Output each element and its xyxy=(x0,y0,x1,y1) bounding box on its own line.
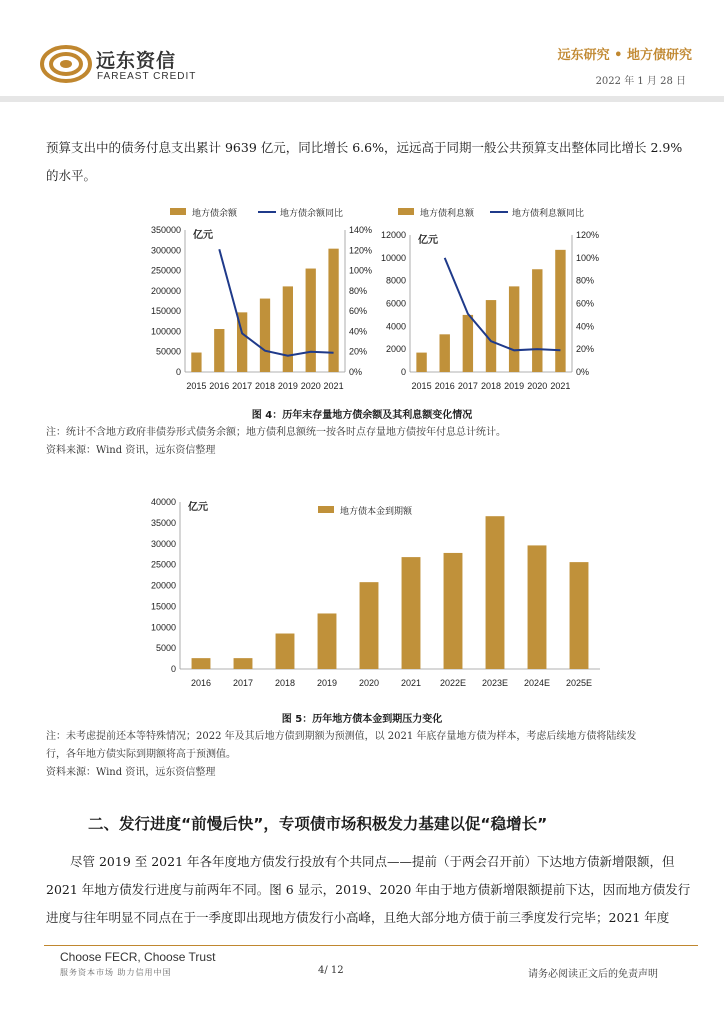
legend-label: 地方债利息额同比 xyxy=(512,208,585,218)
fig5-chart xyxy=(140,490,610,700)
x-tick-label: 2016 xyxy=(209,381,230,391)
y-tick-label-right: 60% xyxy=(349,306,368,317)
x-tick-label: 2018 xyxy=(480,381,502,391)
x-tick-label: 2019 xyxy=(277,381,298,391)
bar-2016 xyxy=(214,329,224,372)
x-tick-label: 2021 xyxy=(550,381,571,391)
y-tick-label-left: 40000 xyxy=(150,497,176,507)
x-tick-label: 2024E xyxy=(523,678,551,688)
y-tick-label-left: 2000 xyxy=(385,344,406,355)
y-tick-label-right: 80% xyxy=(576,275,595,286)
y-tick-label-left: 20000 xyxy=(150,580,176,591)
page-number: 4/ 12 xyxy=(318,965,344,976)
y-tick-label-left: 250000 xyxy=(150,265,181,276)
x-tick-label: 2025E xyxy=(565,678,593,688)
bar-2021 xyxy=(555,250,565,372)
x-tick-label: 2022E xyxy=(439,678,467,688)
y-tick-label-right: 140% xyxy=(349,225,373,235)
fig5-source-text: 资料来源：Wind 资讯，远东资信整理 xyxy=(46,767,216,778)
bar-2022E xyxy=(444,553,463,669)
x-tick-label: 2018 xyxy=(274,678,296,688)
legend-swatch-bar xyxy=(318,506,334,513)
x-tick-label: 2019 xyxy=(316,678,338,688)
x-tick-label: 2015 xyxy=(186,381,207,391)
section-2-paragraph xyxy=(46,848,691,932)
y-tick-label-left: 100000 xyxy=(150,326,181,337)
y-tick-label-left: 50000 xyxy=(155,346,181,357)
fig4-left-chart xyxy=(140,200,380,400)
y-tick-label-left: 12000 xyxy=(380,230,406,240)
y-tick-label-right: 0% xyxy=(349,367,363,377)
report-section-label: 远东研究 • 地方债研究 xyxy=(557,48,692,63)
report-date: 2022 年 1 月 28 日 xyxy=(595,76,686,87)
y-tick-label-right: 100% xyxy=(576,252,600,263)
fareast-logo-icon xyxy=(40,44,92,84)
section-2-title: 二、发行进度“前慢后快”，专项债市场积极发力基建以促“稳增长” xyxy=(88,815,548,833)
x-tick-label: 2021 xyxy=(400,678,422,688)
y-tick-label-right: 100% xyxy=(349,265,373,276)
bar-2017 xyxy=(234,658,253,669)
y-tick-label-right: 120% xyxy=(349,245,373,256)
x-tick-label: 2023E xyxy=(481,678,509,688)
legend-swatch-bar xyxy=(170,208,186,215)
bar-2016 xyxy=(192,658,211,669)
bar-2017 xyxy=(463,315,473,372)
section-2-line-1: 尽管 2019 至 2021 年各年度地方债发行投放有个共同点——提前（于两会召开前）下达地方债新增限额，但 xyxy=(70,854,675,869)
bar-2019 xyxy=(318,613,337,669)
section-2-line-2: 2021 年地方债发行进度与前两年不同。图 6 显示，2019、2020 年由于地方债新增限额提前下达，因而地方债发行 xyxy=(46,882,691,897)
bar-2025E xyxy=(570,562,589,669)
bar-2019 xyxy=(509,286,519,372)
fig4-note-text: 注：统计不含地方政府非债券形式债务余额；地方债利息额统一按各时点存量地方债按年付息总计统计。 xyxy=(46,427,506,438)
fig4-right-chart xyxy=(372,200,612,400)
y-tick-label-left: 10000 xyxy=(380,252,406,263)
y-tick-label-left: 200000 xyxy=(150,285,181,296)
x-tick-label: 2017 xyxy=(232,381,253,391)
y-tick-label-left: 8000 xyxy=(385,275,406,286)
fig5-caption: 图 5：历年地方债本金到期压力变化 xyxy=(281,714,443,725)
bar-2019 xyxy=(283,286,293,372)
y-tick-label-right: 60% xyxy=(576,298,595,309)
x-tick-label: 2016 xyxy=(190,678,212,688)
y-tick-label-left: 300000 xyxy=(150,245,181,256)
y-tick-label-left: 30000 xyxy=(150,538,176,549)
x-tick-label: 2015 xyxy=(411,381,432,391)
y-tick-label-left: 150000 xyxy=(150,306,181,317)
bar-2021 xyxy=(402,557,421,669)
y-tick-label-right: 40% xyxy=(349,326,368,337)
legend-swatch-bar xyxy=(398,208,414,215)
bar-2015 xyxy=(191,353,201,372)
legend-label: 地方债余额 xyxy=(192,208,238,218)
x-tick-label: 2020 xyxy=(358,678,380,688)
footer-slogan: Choose FECR, Choose Trust xyxy=(60,950,216,964)
fig5-note xyxy=(46,728,686,782)
intro-line-2: 的水平。 xyxy=(46,168,97,183)
x-tick-label: 2021 xyxy=(323,381,344,391)
x-tick-label: 2020 xyxy=(300,381,321,391)
x-tick-label: 2018 xyxy=(254,381,276,391)
y-tick-label-right: 40% xyxy=(576,321,595,332)
series-line xyxy=(219,249,333,356)
page-header xyxy=(0,0,724,96)
logo-name-en: FAREAST CREDIT xyxy=(97,71,197,82)
y-tick-label-right: 20% xyxy=(576,344,595,355)
y-tick-label-left: 35000 xyxy=(150,517,176,528)
legend-label: 地方债本金到期额 xyxy=(340,506,413,516)
header-divider xyxy=(0,96,724,102)
unit-label: 亿元 xyxy=(193,230,213,241)
y-tick-label-right: 120% xyxy=(576,230,600,240)
legend-label: 地方债余额同比 xyxy=(280,208,344,218)
fig5-note-line-1: 注：未考虑提前还本等特殊情况；2022 年及其后地方债到期额为预测值，以 2021 年底存量地方债为样本，考虑后续地方债将陆续发 xyxy=(46,731,637,742)
y-tick-label-left: 350000 xyxy=(150,225,181,235)
bar-2020 xyxy=(306,269,316,372)
bar-2020 xyxy=(360,582,379,669)
bar-2024E xyxy=(528,545,547,669)
intro-line-1: 预算支出中的债务付息支出累计 9639 亿元，同比增长 6.6%，远远高于同期一般公共预算支出整体同比增长 2.9% xyxy=(46,140,683,155)
footer-divider xyxy=(44,945,698,946)
unit-label: 亿元 xyxy=(418,235,438,246)
section-2-line-3: 进度与往年明显不同点在于一季度即出现地方债发行小高峰，且绝大部分地方债于前三季度发行完毕；2021 年度 xyxy=(46,910,670,925)
bar-2018 xyxy=(260,299,270,372)
x-tick-label: 2020 xyxy=(527,381,548,391)
y-tick-label-left: 0 xyxy=(175,367,181,377)
y-tick-label-right: 20% xyxy=(349,346,368,357)
bar-2023E xyxy=(486,516,505,669)
x-tick-label: 2017 xyxy=(232,678,254,688)
legend-label: 地方债利息额 xyxy=(420,208,475,218)
unit-label: 亿元 xyxy=(188,502,208,513)
footer-disclaimer: 请务必阅读正文后的免责声明 xyxy=(528,969,658,980)
y-tick-label-left: 5000 xyxy=(155,643,176,654)
y-tick-label-left: 6000 xyxy=(385,298,406,309)
series-line xyxy=(445,258,561,350)
bar-2018 xyxy=(276,634,295,669)
x-tick-label: 2016 xyxy=(434,381,455,391)
y-tick-label-right: 0% xyxy=(576,367,590,377)
y-tick-label-left: 25000 xyxy=(150,559,176,570)
y-tick-label-left: 15000 xyxy=(150,601,176,612)
y-tick-label-left: 10000 xyxy=(150,622,176,633)
y-tick-label-right: 80% xyxy=(349,285,368,296)
fig4-source-text: 资料来源：Wind 资讯，远东资信整理 xyxy=(46,445,216,456)
footer-subslogan: 服务资本市场 助力信用中国 xyxy=(60,968,172,977)
fig4-caption: 图 4：历年末存量地方债余额及其利息额变化情况 xyxy=(251,410,473,421)
bar-2016 xyxy=(440,334,450,372)
y-tick-label-left: 0 xyxy=(170,664,176,674)
bar-2015 xyxy=(416,353,426,372)
bar-2020 xyxy=(532,269,542,372)
x-tick-label: 2019 xyxy=(504,381,525,391)
y-tick-label-left: 0 xyxy=(400,367,406,377)
y-tick-label-left: 4000 xyxy=(385,321,406,332)
intro-paragraph xyxy=(46,134,686,190)
fig4-note xyxy=(46,424,686,460)
logo-name-cn: 远东资信 xyxy=(96,50,177,72)
fig5-note-line-2: 行，各年地方债实际到期额将高于预测值。 xyxy=(46,749,236,760)
x-tick-label: 2017 xyxy=(457,381,478,391)
